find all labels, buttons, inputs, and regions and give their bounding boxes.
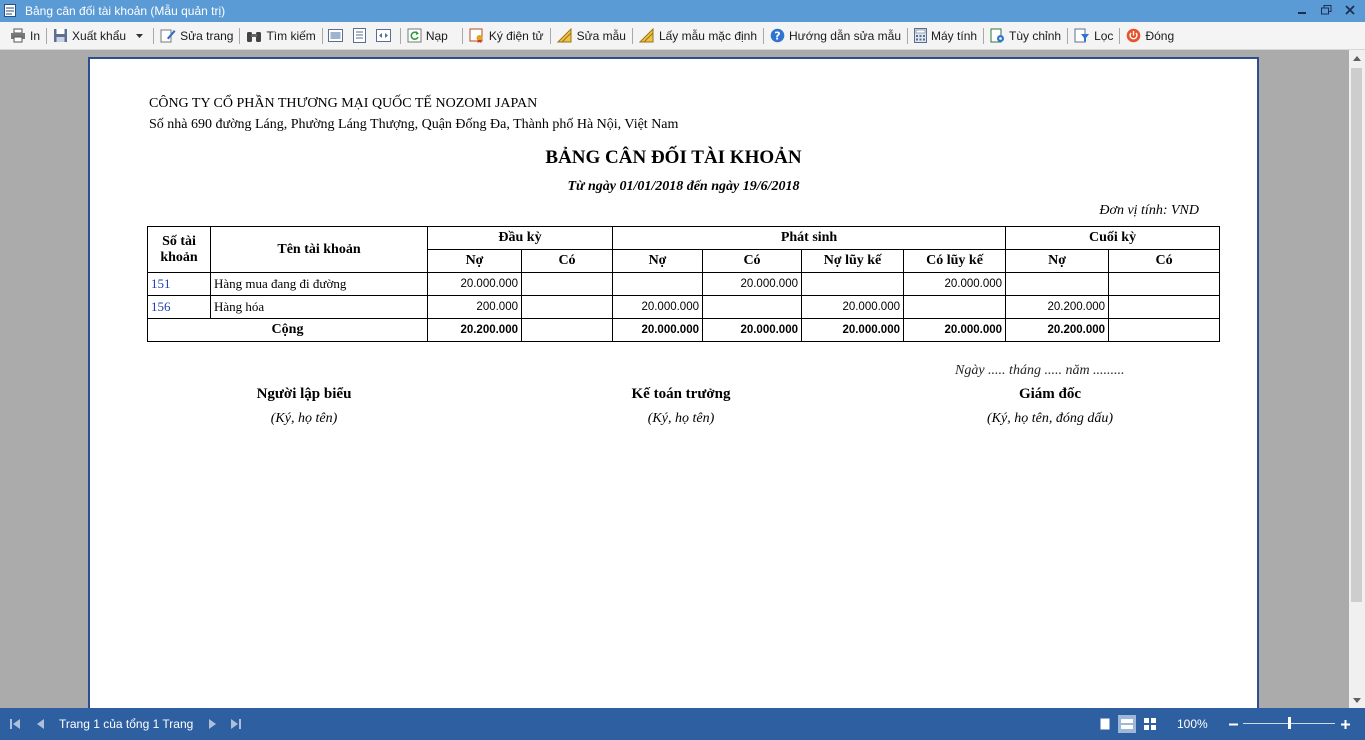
account-code-link[interactable]: 156 — [148, 296, 211, 319]
total-opening-credit — [522, 319, 613, 342]
movement-credit: 20.000.000 — [703, 273, 802, 296]
chief-accountant-role: Kế toán trưởng — [631, 386, 731, 402]
toolbar-separator — [400, 28, 401, 44]
header-cum-debit: Nợ lũy kế — [802, 250, 904, 273]
header-movement: Phát sinh — [613, 227, 1006, 250]
total-row — [148, 319, 1220, 342]
toolbar-separator — [153, 28, 154, 44]
toolbar-separator — [550, 28, 551, 44]
single-page-icon — [1100, 718, 1110, 730]
last-page-icon — [230, 718, 242, 730]
first-page-button[interactable] — [8, 717, 22, 731]
save-disk-icon — [53, 28, 68, 43]
ruler-pencil-icon — [557, 28, 573, 43]
preparer-role: Người lập biểu — [256, 386, 352, 402]
closing-credit — [1109, 273, 1220, 296]
total-cumulative-debit: 20.000.000 — [802, 319, 904, 342]
toolbar-separator — [239, 28, 240, 44]
total-closing-debit: 20.200.000 — [1006, 319, 1109, 342]
director-role: Giám đốc — [1018, 386, 1082, 402]
binoculars-icon — [246, 29, 262, 43]
default-template-button[interactable] — [635, 25, 761, 47]
total-movement-debit: 20.000.000 — [613, 319, 703, 342]
movement-credit — [703, 296, 802, 319]
customize-label: Tùy chỉnh — [1009, 28, 1062, 43]
scroll-up-button[interactable] — [1349, 50, 1365, 66]
continuous-page-mode-button[interactable] — [1118, 715, 1136, 733]
minimize-button[interactable] — [1295, 2, 1309, 18]
multi-page-mode-button[interactable] — [1141, 715, 1159, 733]
cumulative-debit: 20.000.000 — [802, 296, 904, 319]
header-account-no: Số tài khoản — [148, 227, 211, 273]
close-report-label: Đóng — [1145, 28, 1175, 43]
chief-accountant-note: (Ký, họ tên) — [647, 411, 715, 426]
next-page-icon — [208, 718, 217, 730]
minimize-icon — [1297, 5, 1307, 15]
export-label: Xuất khẩu — [72, 28, 127, 43]
currency-unit: Đơn vị tính: VND — [1099, 203, 1199, 218]
toolbar-separator — [462, 28, 463, 44]
closing-credit — [1109, 296, 1220, 319]
toolbar-separator — [632, 28, 633, 44]
edit-page-label: Sửa trang — [180, 28, 234, 43]
print-label: In — [30, 28, 41, 43]
opening-credit — [522, 273, 613, 296]
certificate-icon — [469, 28, 485, 43]
movement-debit: 20.000.000 — [613, 296, 703, 319]
scroll-down-button[interactable] — [1349, 692, 1365, 708]
refresh-icon — [407, 28, 422, 43]
header-account-name: Tên tài khoản — [211, 227, 428, 273]
calculator-button[interactable] — [910, 25, 981, 47]
continuous-page-icon — [1121, 718, 1133, 730]
first-page-icon — [9, 718, 21, 730]
opening-debit: 20.000.000 — [428, 273, 522, 296]
header-closing-credit: Có — [1109, 250, 1220, 273]
reload-label: Nạp — [425, 28, 448, 43]
reload-button[interactable] — [403, 25, 452, 47]
signature-preparer — [174, 386, 434, 427]
help-icon — [770, 28, 785, 43]
signature-chief-accountant — [551, 386, 811, 427]
chevron-down-icon — [1353, 698, 1361, 703]
search-label: Tìm kiếm — [266, 28, 316, 43]
cumulative-credit — [904, 296, 1006, 319]
e-sign-button[interactable] — [465, 25, 548, 47]
plus-icon — [1341, 720, 1350, 729]
last-page-button[interactable] — [229, 717, 243, 731]
header-closing: Cuối kỳ — [1006, 227, 1220, 250]
signature-director — [920, 386, 1180, 427]
template-help-button[interactable] — [766, 25, 905, 47]
company-name: CÔNG TY CỔ PHẦN THƯƠNG MẠI QUỐC TẾ NOZOMI JAPAN — [149, 96, 538, 111]
header-opening: Đầu kỳ — [428, 227, 613, 250]
toolbar-separator — [46, 28, 47, 44]
header-closing-debit: Nợ — [1006, 250, 1109, 273]
page-width-button[interactable] — [350, 25, 373, 47]
customize-button[interactable] — [986, 25, 1065, 47]
opening-credit — [522, 296, 613, 319]
close-report-button[interactable] — [1122, 25, 1178, 47]
filter-label: Lọc — [1094, 28, 1114, 43]
toolbar-separator — [983, 28, 984, 44]
zoom-level: 100% — [1177, 717, 1208, 731]
cumulative-debit — [802, 273, 904, 296]
cumulative-credit: 20.000.000 — [904, 273, 1006, 296]
total-closing-credit — [1109, 319, 1220, 342]
header-opening-credit: Có — [522, 250, 613, 273]
default-template-label: Lấy mẫu mặc định — [658, 28, 758, 43]
print-button[interactable] — [6, 25, 44, 47]
preparer-note: (Ký, họ tên) — [270, 411, 338, 426]
report-app-icon — [4, 4, 16, 17]
export-button[interactable] — [49, 25, 151, 47]
vertical-scrollbar[interactable] — [1349, 50, 1365, 708]
signature-date-line: Ngày ..... tháng ..... năm ......... — [955, 363, 1125, 378]
total-label: Cộng — [148, 319, 428, 342]
account-name: Hàng mua đang đi đường — [211, 273, 428, 296]
director-note: (Ký, họ tên, đóng dấu) — [987, 411, 1113, 426]
header-movement-credit: Có — [703, 250, 802, 273]
edit-template-label: Sửa mẫu — [576, 28, 626, 43]
search-button[interactable] — [242, 25, 319, 47]
header-opening-debit: Nợ — [428, 250, 522, 273]
total-movement-credit: 20.000.000 — [703, 319, 802, 342]
header-cum-credit: Có lũy kế — [904, 250, 1006, 273]
toolbar-separator — [1119, 28, 1120, 44]
account-code-link[interactable]: 151 — [148, 273, 211, 296]
next-page-button[interactable] — [205, 717, 219, 731]
customize-icon — [990, 28, 1005, 43]
toolbar-separator — [1067, 28, 1068, 44]
status-bar — [0, 708, 1365, 740]
fit-page-icon — [376, 29, 391, 42]
window-title: Bảng cân đối tài khoản (Mẫu quản trị) — [25, 4, 226, 18]
grid-pages-icon — [1144, 718, 1156, 730]
close-icon — [1345, 5, 1355, 15]
calculator-icon — [914, 28, 927, 43]
page-layout-icon — [328, 29, 343, 42]
zoom-slider-thumb[interactable] — [1288, 717, 1291, 729]
printer-icon — [10, 28, 26, 43]
closing-debit: 20.200.000 — [1006, 296, 1109, 319]
previous-page-button[interactable] — [33, 717, 47, 731]
chevron-up-icon — [1353, 56, 1361, 61]
close-window-button[interactable] — [1343, 2, 1357, 18]
scroll-thumb[interactable] — [1351, 68, 1362, 602]
page-icon — [353, 28, 366, 43]
report-page — [88, 57, 1259, 708]
ruler-pencil-icon — [639, 28, 655, 43]
opening-debit: 200.000 — [428, 296, 522, 319]
power-icon — [1126, 28, 1141, 43]
report-toolbar — [0, 22, 1365, 50]
chevron-down-icon — [136, 34, 143, 38]
filter-icon — [1074, 28, 1090, 43]
table-row — [148, 296, 1220, 319]
total-cumulative-credit: 20.000.000 — [904, 319, 1006, 342]
header-movement-debit: Nợ — [613, 250, 703, 273]
toolbar-separator — [322, 28, 323, 44]
report-preview-area[interactable] — [0, 50, 1349, 708]
window-title-bar — [0, 0, 1365, 22]
report-period: Từ ngày 01/01/2018 đến ngày 19/6/2018 — [567, 179, 800, 194]
company-address: Số nhà 690 đường Láng, Phường Láng Thượng, Quận Đống Đa, Thành phố Hà Nội, Việt Nam — [149, 117, 679, 132]
calculator-label: Máy tính — [931, 28, 978, 43]
template-help-label: Hướng dẫn sửa mẫu — [789, 28, 902, 43]
report-title: BẢNG CÂN ĐỐI TÀI KHOẢN — [545, 147, 802, 168]
toolbar-separator — [763, 28, 764, 44]
edit-page-button[interactable] — [156, 25, 237, 47]
e-sign-label: Ký điện tử — [488, 28, 544, 43]
account-name: Hàng hóa — [211, 296, 428, 319]
edit-page-icon — [160, 28, 176, 43]
restore-icon — [1321, 5, 1332, 15]
minus-icon — [1229, 720, 1238, 729]
balance-table — [147, 226, 1220, 342]
closing-debit — [1006, 273, 1109, 296]
page-indicator: Trang 1 của tổng 1 Trang — [59, 717, 194, 731]
restore-button[interactable] — [1319, 2, 1333, 18]
total-opening-debit: 20.200.000 — [428, 319, 522, 342]
toolbar-separator — [907, 28, 908, 44]
single-page-mode-button[interactable] — [1096, 715, 1114, 733]
svg-text:?: ? — [774, 29, 781, 43]
fit-page-button[interactable] — [373, 25, 398, 47]
zoom-out-button[interactable] — [1226, 717, 1240, 731]
single-page-view-button[interactable] — [325, 25, 350, 47]
movement-debit — [613, 273, 703, 296]
edit-template-button[interactable] — [553, 25, 630, 47]
zoom-in-button[interactable] — [1338, 717, 1352, 731]
previous-page-icon — [36, 718, 45, 730]
filter-button[interactable] — [1070, 25, 1117, 47]
table-row — [148, 273, 1220, 296]
